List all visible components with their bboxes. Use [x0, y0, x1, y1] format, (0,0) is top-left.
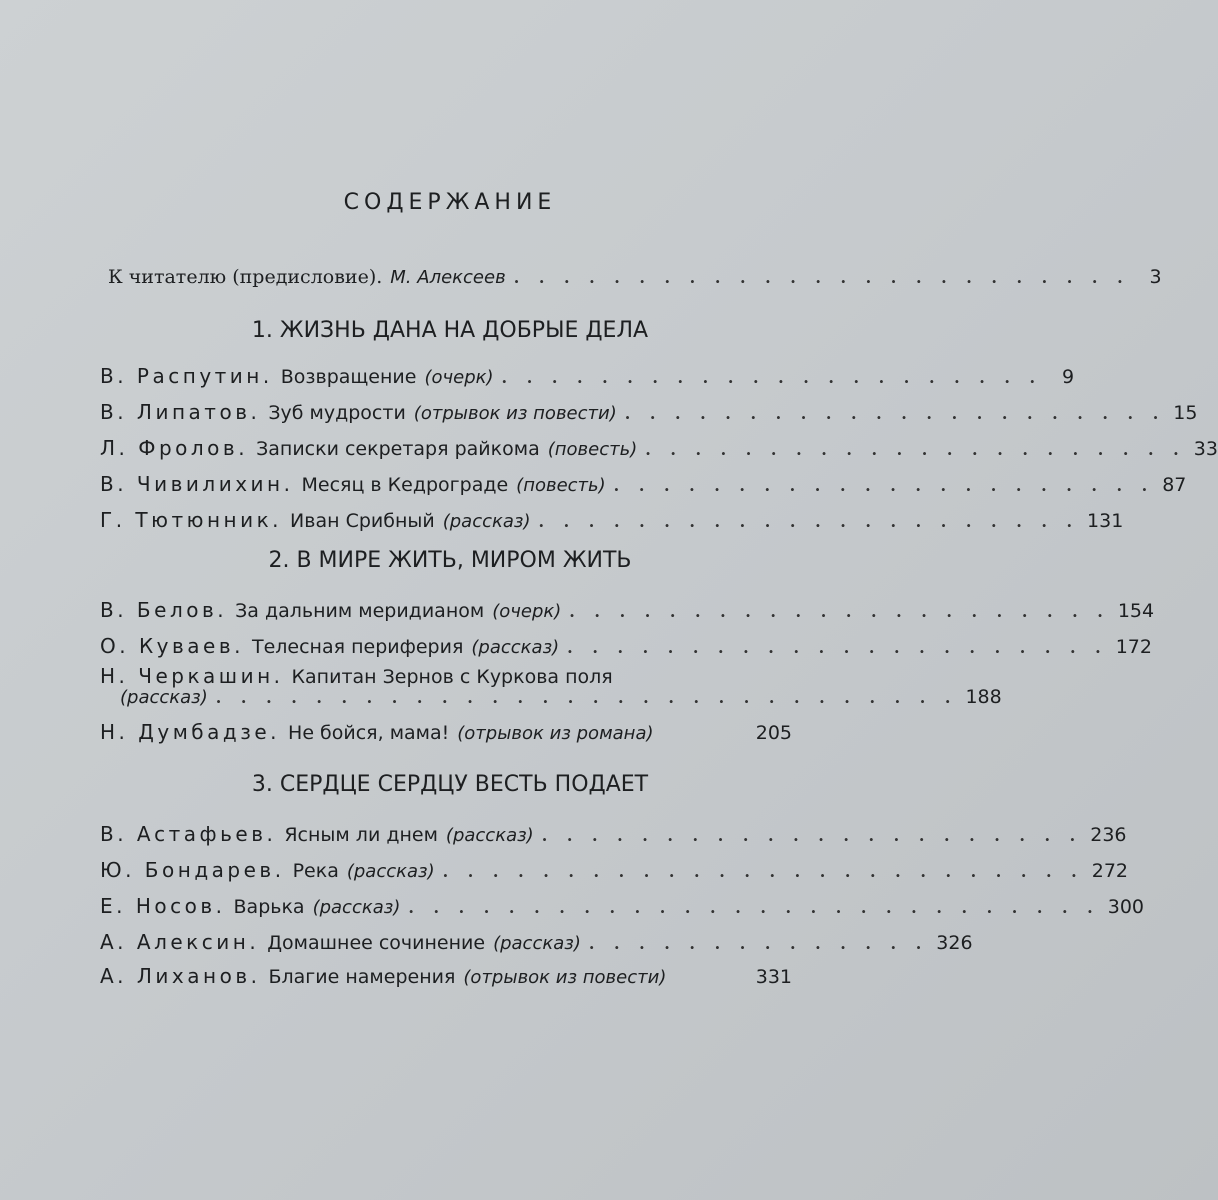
entry-title: Возвращение — [280, 366, 417, 388]
entry-author: В. Белов. — [100, 598, 228, 622]
entry-author: О. Куваев. — [100, 634, 244, 658]
page-number: 87 — [1162, 474, 1187, 496]
leader-dots: . . . . . . . . . . . . . . . . . . . . . . . . . . . . — [408, 898, 1100, 917]
entry-title: Зуб мудрости — [268, 402, 406, 424]
entry-genre: (отрывок из повести) — [413, 403, 617, 424]
toc-entry — [100, 364, 1075, 394]
toc-entry — [100, 508, 1124, 538]
toc-entry — [100, 598, 1155, 628]
page-number: 188 — [965, 686, 1002, 708]
entry-title: Домашнее сочинение — [267, 932, 486, 954]
entry-genre: (повесть) — [547, 439, 638, 460]
entry-author: Ю. Бондарев. — [100, 858, 285, 882]
toc-entry — [100, 472, 1187, 502]
toc-entry — [100, 634, 1152, 664]
entry-author: Е. Носов. — [100, 894, 226, 918]
toc-entry-continuation — [100, 686, 1002, 716]
entry-title: Месяц в Кедрограде — [301, 474, 509, 496]
toc-entry — [100, 964, 792, 994]
entry-genre: (рассказ) — [312, 897, 401, 918]
leader-dots: . . . . . . . . . . . . . . . . . . . . . . — [613, 476, 1155, 495]
leader-dots: . . . . . . . . . . . . . . . . . . . . . . — [567, 638, 1108, 657]
entry-genre: (повесть) — [516, 475, 606, 496]
entry-author: В. Чивилихин. — [100, 472, 294, 496]
entry-title: Река — [292, 860, 339, 882]
page-number: 331 — [755, 966, 792, 988]
leader-dots: . . . . . . . . . . . . . . . . . . . . . . — [538, 512, 1080, 531]
entry-title: Благие намерения — [268, 966, 456, 988]
entry-title: За дальним меридианом — [235, 600, 485, 622]
page-number: 33 — [1193, 438, 1218, 460]
section-heading-1: 1. ЖИЗНЬ ДАНА НА ДОБРЫЕ ДЕЛА — [251, 318, 649, 343]
entry-title: Ясным ли днем — [284, 824, 438, 846]
toc-entry — [100, 858, 1128, 888]
page-number: 154 — [1117, 600, 1155, 622]
entry-genre: (отрывок из романа) — [457, 723, 654, 744]
entry-author: В. Распутин. — [100, 364, 273, 388]
page-number: 205 — [755, 722, 792, 744]
entry-title: Телесная периферия — [251, 636, 464, 658]
entry-genre: (рассказ) — [120, 687, 208, 708]
toc-entry — [100, 894, 1144, 924]
leader-dots: . . . . . . . . . . . . . . . . . . . . . . — [501, 368, 1043, 387]
entry-genre: (рассказ) — [346, 861, 435, 882]
leader-dots: . . . . . . . . . . . . . . . . . . . . . . — [624, 404, 1166, 423]
page-number: 272 — [1091, 860, 1128, 882]
page-number: 326 — [936, 932, 973, 954]
section-heading-2: 2. В МИРЕ ЖИТЬ, МИРОМ ЖИТЬ — [268, 548, 632, 573]
entry-author: В. Липатов. — [100, 400, 261, 424]
entry-genre: (рассказ) — [445, 825, 534, 846]
toc-entry — [100, 720, 792, 750]
entry-genre: (очерк) — [492, 601, 562, 622]
entry-genre: (рассказ) — [442, 511, 531, 532]
page-number: 172 — [1115, 636, 1152, 658]
leader-dots: . . . . . . . . . . . . . . . . . . . . . . — [645, 440, 1186, 459]
entry-author: Л. Фролов. — [100, 436, 249, 460]
toc-entry — [100, 930, 973, 960]
entry-genre: (отрывок из повести) — [463, 967, 667, 988]
entry-author: Н. Черкашин. — [100, 664, 284, 688]
entry-author: А. Алексин. — [100, 930, 260, 954]
entry-author: Н. Думбадзе. — [100, 720, 281, 744]
entry-title: Капитан Зернов с Куркова поля — [291, 666, 613, 688]
entry-genre: (рассказ) — [471, 637, 560, 658]
page-number: 9 — [1061, 366, 1075, 388]
toc-entry — [100, 436, 1218, 466]
section-heading-3: 3. СЕРДЦЕ СЕРДЦУ ВЕСТЬ ПОДАЕТ — [251, 772, 649, 797]
page-title: СОДЕРЖАНИЕ — [343, 190, 557, 215]
entry-title: Записки секретаря райкома — [256, 438, 540, 460]
leader-dots: . . . . . . . . . . . . . . . . . . . . . . . . . . — [442, 862, 1084, 881]
preface-text: К читателю (предисловие). — [108, 266, 383, 288]
leader-dots: . . . . . . . . . . . . . . . . . . . . . . — [569, 602, 1110, 621]
page-number: 15 — [1173, 402, 1198, 424]
page-number: 236 — [1090, 824, 1127, 846]
entry-genre: (рассказ) — [493, 933, 581, 954]
preface-author: М. Алексеев — [390, 267, 506, 288]
entry-genre: (очерк) — [424, 367, 494, 388]
leader-dots: . . . . . . . . . . . . . . — [588, 934, 929, 953]
toc-entry-preface — [100, 266, 1162, 296]
leader-dots: . . . . . . . . . . . . . . . . . . . . . . . . . . . . . . — [215, 688, 958, 707]
entry-title: Не бойся, мама! — [288, 722, 450, 744]
page-number: 3 — [1149, 266, 1162, 288]
entry-author: А. Лиханов. — [100, 964, 261, 988]
entry-title: Иван Срибный — [290, 510, 435, 532]
entry-title: Варька — [233, 896, 305, 918]
page-number: 300 — [1107, 896, 1144, 918]
toc-entry — [100, 400, 1198, 430]
page-number: 131 — [1087, 510, 1124, 532]
leader-dots: . . . . . . . . . . . . . . . . . . . . . . . . . — [513, 268, 1130, 287]
entry-author: В. Астафьев. — [100, 822, 277, 846]
leader-dots: . . . . . . . . . . . . . . . . . . . . . . — [541, 826, 1083, 845]
entry-author: Г. Тютюнник. — [100, 508, 283, 532]
toc-entry — [100, 822, 1127, 852]
